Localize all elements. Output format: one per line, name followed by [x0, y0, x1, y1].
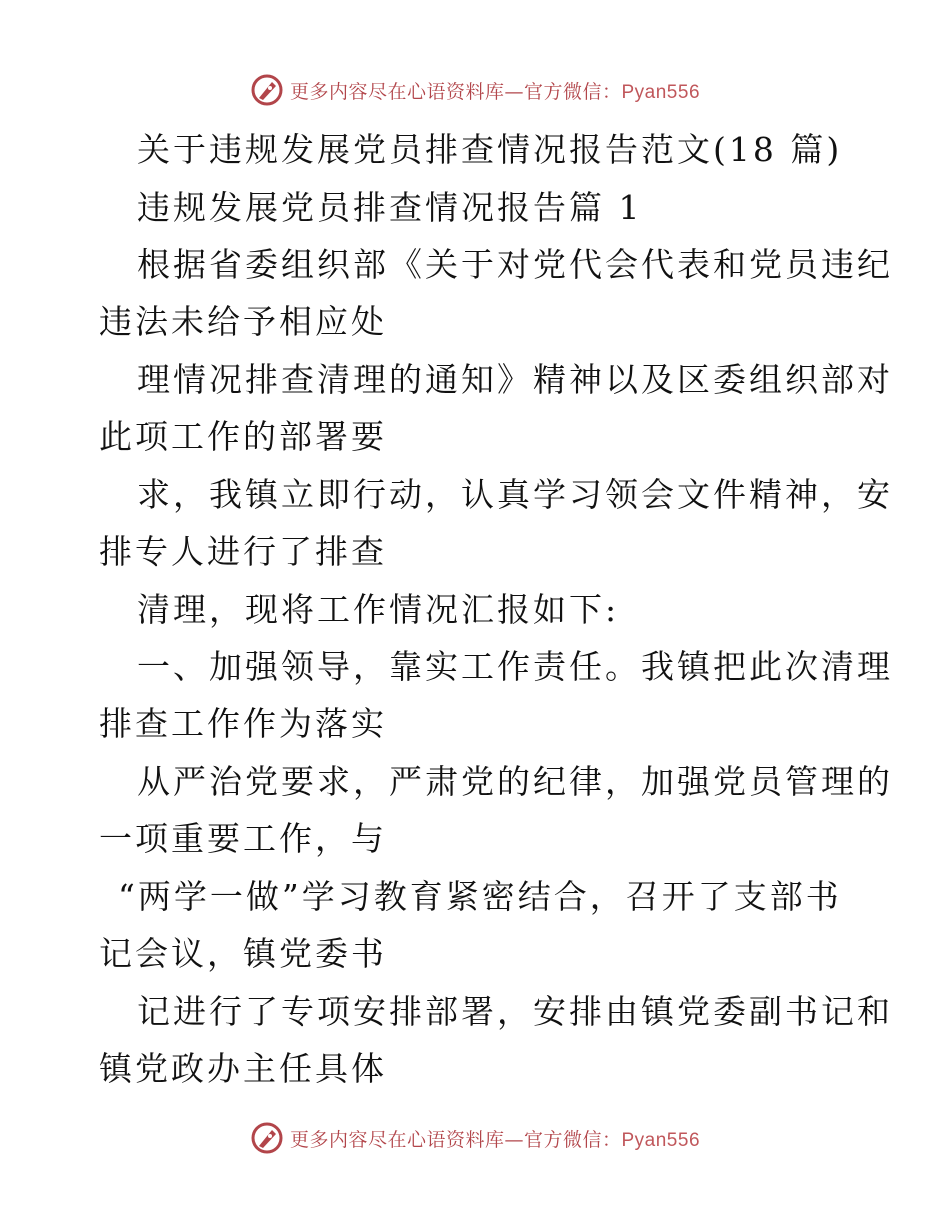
paragraph-line: 记进行了专项安排部署，安排由镇党委副书记和: [137, 992, 893, 1031]
footer-banner-text: [290, 1125, 700, 1152]
paragraph-line: 一项重要工作，与: [99, 819, 387, 858]
paragraph-line: 理情况排查清理的通知》精神以及区委组织部对: [137, 360, 893, 399]
paragraph-line: 求，我镇立即行动，认真学习领会文件精神，安: [137, 475, 893, 514]
paragraph-line: 清理，现将工作情况汇报如下:: [137, 590, 620, 629]
header-banner: [0, 70, 950, 110]
paragraph-line: 记会议，镇党委书: [99, 934, 387, 973]
footer-banner-label: 更多内容尽在心语资料库—官方微信：: [289, 1128, 622, 1151]
paragraph-line: 排查工作作为落实: [99, 704, 387, 743]
paragraph-line: 此项工作的部署要: [99, 417, 387, 456]
footer-banner: [0, 1118, 950, 1158]
paragraph-line: “两学一做”学习教育紧密结合，召开了支部书: [118, 877, 842, 916]
footer-banner-wechat: Pyan556: [621, 1129, 701, 1151]
paragraph-line: 镇党政办主任具体: [99, 1049, 387, 1088]
header-banner-text: [290, 77, 700, 104]
paragraph-line: 排专人进行了排查: [99, 532, 387, 571]
header-banner-wechat: Pyan556: [621, 81, 701, 103]
fountain-pen-circle-icon: [250, 73, 284, 107]
paragraph-line: 一、加强领导，靠实工作责任。我镇把此次清理: [137, 647, 893, 686]
paragraph-line: 从严治党要求，严肃党的纪律，加强党员管理的: [137, 762, 893, 801]
paragraph-line: 违法未给予相应处: [99, 302, 387, 341]
header-banner-label: 更多内容尽在心语资料库—官方微信：: [289, 80, 622, 103]
fountain-pen-circle-icon: [250, 1121, 284, 1155]
document-title: 关于违规发展党员排查情况报告范文(18 篇): [137, 130, 843, 169]
section-heading: 违规发展党员排查情况报告篇 1: [137, 188, 643, 227]
paragraph-line: 根据省委组织部《关于对党代会代表和党员违纪: [137, 245, 893, 284]
